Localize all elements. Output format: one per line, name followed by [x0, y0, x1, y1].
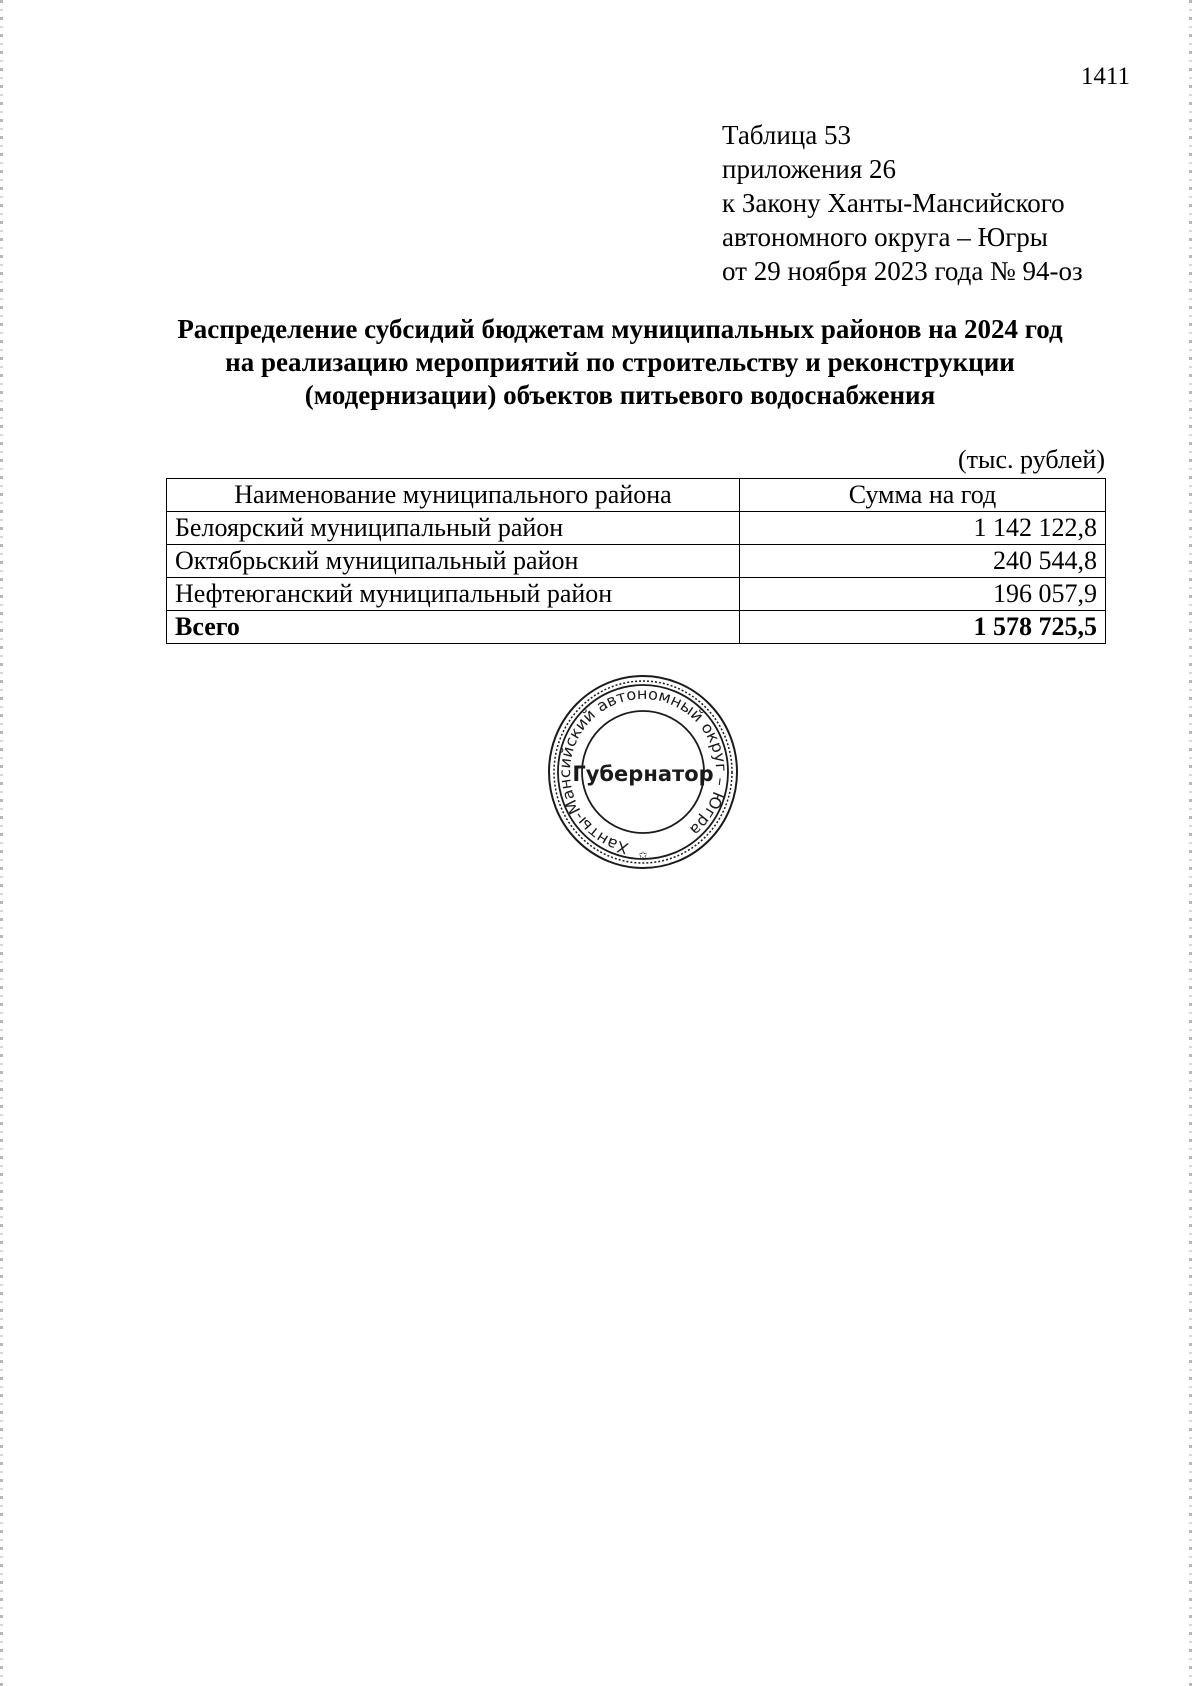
header-line-region: автономного округа – Югры — [722, 222, 1048, 252]
table-row — [167, 578, 1106, 611]
seal-center-text: Губернатор — [572, 762, 714, 786]
header-line-date: от 29 ноября 2023 года № 94-оз — [722, 256, 1083, 286]
page-number: 1411 — [1080, 63, 1130, 90]
district-amount: 1 142 122,8 — [740, 512, 1106, 545]
scan-edge-left — [0, 0, 3, 1686]
column-header-district: Наименование муниципального района — [167, 479, 740, 512]
total-label: Всего — [167, 611, 740, 644]
scan-edge-right — [1189, 0, 1192, 1686]
seal-ring-text: Ханты-Мансийский автономный округ – Югра — [555, 684, 731, 858]
table-row — [167, 545, 1106, 578]
total-amount: 1 578 725,5 — [740, 611, 1106, 644]
district-name: Белоярский муниципальный район — [167, 512, 740, 545]
title-line-3: (модернизации) объектов питьевого водоснабжения — [304, 380, 936, 410]
column-header-amount: Сумма на год — [740, 479, 1106, 512]
table-row — [167, 512, 1106, 545]
district-name: Октябрьский муниципальный район — [167, 545, 740, 578]
district-amount: 240 544,8 — [740, 545, 1106, 578]
header-line-table: Таблица 53 — [722, 120, 851, 150]
district-amount: 196 057,9 — [740, 578, 1106, 611]
table-header-row — [167, 479, 1106, 512]
seal-star-icon: ✩ — [638, 849, 648, 862]
subsidies-table — [166, 478, 1106, 644]
header-line-law: к Закону Ханты-Мансийского — [722, 188, 1065, 218]
table-total-row — [167, 611, 1106, 644]
document-title — [120, 313, 1120, 412]
units-label: (тыс. рублей) — [957, 445, 1105, 474]
header-line-appendix: приложения 26 — [722, 154, 897, 184]
title-line-2: на реализацию мероприятий по строительству и реконструкции — [225, 347, 1015, 377]
title-line-1: Распределение субсидий бюджетам муниципальных районов на 2024 год — [177, 314, 1063, 344]
document-header — [722, 118, 1142, 288]
official-seal — [546, 673, 740, 871]
district-name: Нефтеюганский муниципальный район — [167, 578, 740, 611]
